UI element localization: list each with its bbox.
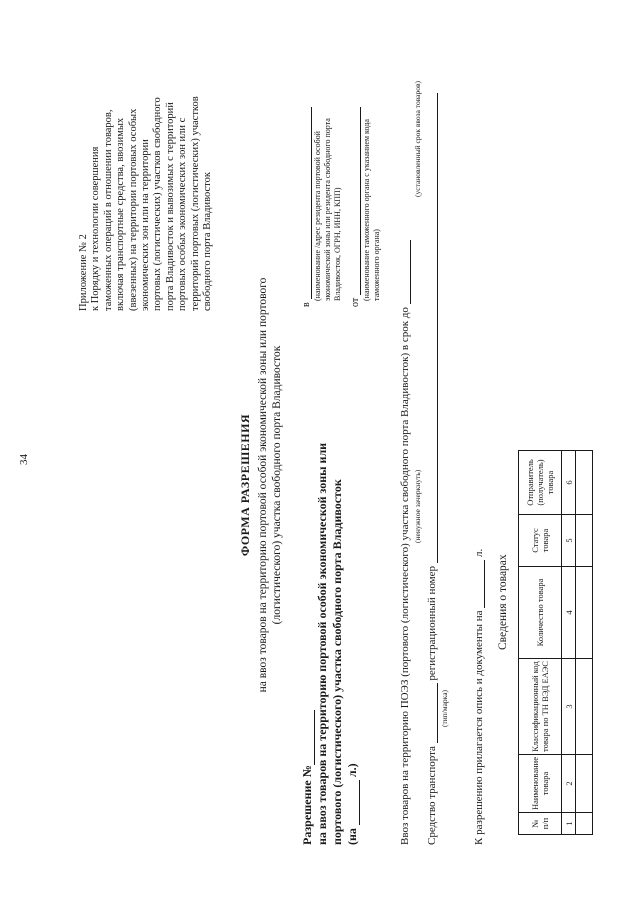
goods-empty-row xyxy=(576,451,593,835)
appendix-block xyxy=(78,41,214,311)
goods-empty-cell xyxy=(576,451,593,515)
goods-empty-cell xyxy=(576,659,593,755)
transport-label: Средство транспорта xyxy=(426,746,438,845)
goods-header-cell: Статус товара xyxy=(519,515,562,567)
form-subtitle-line: (логистического) участка свободного порта Владивосток xyxy=(271,345,283,625)
goods-number-cell: 5 xyxy=(562,515,576,567)
appendix-line: к Порядку и технологии совершения xyxy=(90,146,102,311)
permit-text-line: на ввоз товаров на территорию портовой особой экономической зоны или xyxy=(315,442,329,845)
transport-type-line xyxy=(427,683,438,743)
address-from-line xyxy=(349,107,361,295)
goods-number-cell: 4 xyxy=(562,567,576,659)
permit-pages-prefix: (на xyxy=(345,828,359,845)
address-block xyxy=(300,107,388,307)
page-number: 34 xyxy=(18,454,30,465)
address-to-note: (наименование /адрес резидента портовой особой экономической зоны или резидента свободного порта Владивосток, ОГРН, ИНН, КПП) xyxy=(313,118,342,301)
form-title: ФОРМА РАЗРЕШЕНИЯ xyxy=(238,413,252,557)
appendix-line: таможенных операций в отношении товаров, xyxy=(102,109,114,311)
appendix-line: включая транспортные средства, ввозимых xyxy=(115,117,127,311)
permit-block xyxy=(300,405,360,845)
attach-row xyxy=(473,345,485,845)
address-to-line xyxy=(300,107,312,299)
goods-header-cell: Наименование товара xyxy=(519,755,562,813)
entry-note-unneeded: (ненужное зачеркнуть) xyxy=(413,469,422,543)
goods-number-cell: 1 xyxy=(562,813,576,835)
appendix-line: экономических зон или на территории xyxy=(140,139,152,311)
attach-prefix: К разрешению прилагается опись и документы на xyxy=(473,610,485,845)
appendix-line: (ввезенных) на территории портовых особых xyxy=(127,108,139,311)
entry-date-line xyxy=(400,240,411,304)
goods-number-cell: 2 xyxy=(562,755,576,813)
form-subtitle xyxy=(256,125,284,845)
transport-note-type: (тип/марка) xyxy=(440,689,449,727)
address-to-label: в xyxy=(301,302,312,307)
goods-title: Сведения о товарах xyxy=(497,554,509,650)
appendix-line: порта Владивосток и вывозимых с территорий xyxy=(164,102,176,311)
goods-table xyxy=(518,450,593,835)
permit-pages-suffix: л.) xyxy=(345,763,359,778)
entry-text: Ввоз товаров на территорию ПОЭЗ (портового (логистического) участка свободного порта Владивосток) в срок до xyxy=(399,307,411,845)
permit-number-line xyxy=(302,710,315,765)
transport-row xyxy=(426,25,438,845)
appendix-line: портовых (логистических) участков свободного xyxy=(152,97,164,311)
appendix-line: Приложение № 2 xyxy=(78,234,89,311)
goods-number-cell: 3 xyxy=(562,659,576,755)
transport-reg-line xyxy=(427,93,438,563)
attach-suffix: л. xyxy=(473,548,485,557)
permit-text-line: портового (логистического) участка свободного порта Владивосток xyxy=(330,479,344,845)
address-from-label: от xyxy=(350,297,361,307)
goods-number-cell: 6 xyxy=(562,451,576,515)
goods-number-row xyxy=(562,451,576,835)
entry-note-date: (установленный срок ввоза товаров) xyxy=(413,80,422,197)
goods-empty-cell xyxy=(576,567,593,659)
goods-empty-cell xyxy=(576,515,593,567)
goods-empty-cell xyxy=(576,755,593,813)
goods-header-cell: Классификационный код товара по ТН ВЭД ЕАЭС xyxy=(519,659,562,755)
form-subtitle-line: на ввоз товаров на территорию портовой особой экономической зоны или портового xyxy=(257,277,269,693)
goods-header-cell: Отправитель (получатель) товара xyxy=(519,451,562,515)
appendix-line: территорий портовых (логистических) участков xyxy=(189,96,201,311)
goods-header-cell: Количество товара xyxy=(519,567,562,659)
transport-reg-label: регистрационный номер xyxy=(426,566,438,681)
goods-header-cell: № п/п xyxy=(519,813,562,835)
address-from-note: (наименование таможенного органа с указанием кода таможенного органа) xyxy=(362,119,381,301)
permit-number-label: Разрешение № xyxy=(300,765,314,845)
attach-pages-line xyxy=(474,560,485,608)
entry-row xyxy=(399,25,411,845)
permit-pages-line xyxy=(347,780,360,825)
appendix-line: свободного порта Владивосток xyxy=(202,172,214,311)
goods-empty-cell xyxy=(576,813,593,835)
appendix-line: портовых особых экономических зон или с xyxy=(177,117,189,311)
goods-header-row xyxy=(519,451,562,835)
